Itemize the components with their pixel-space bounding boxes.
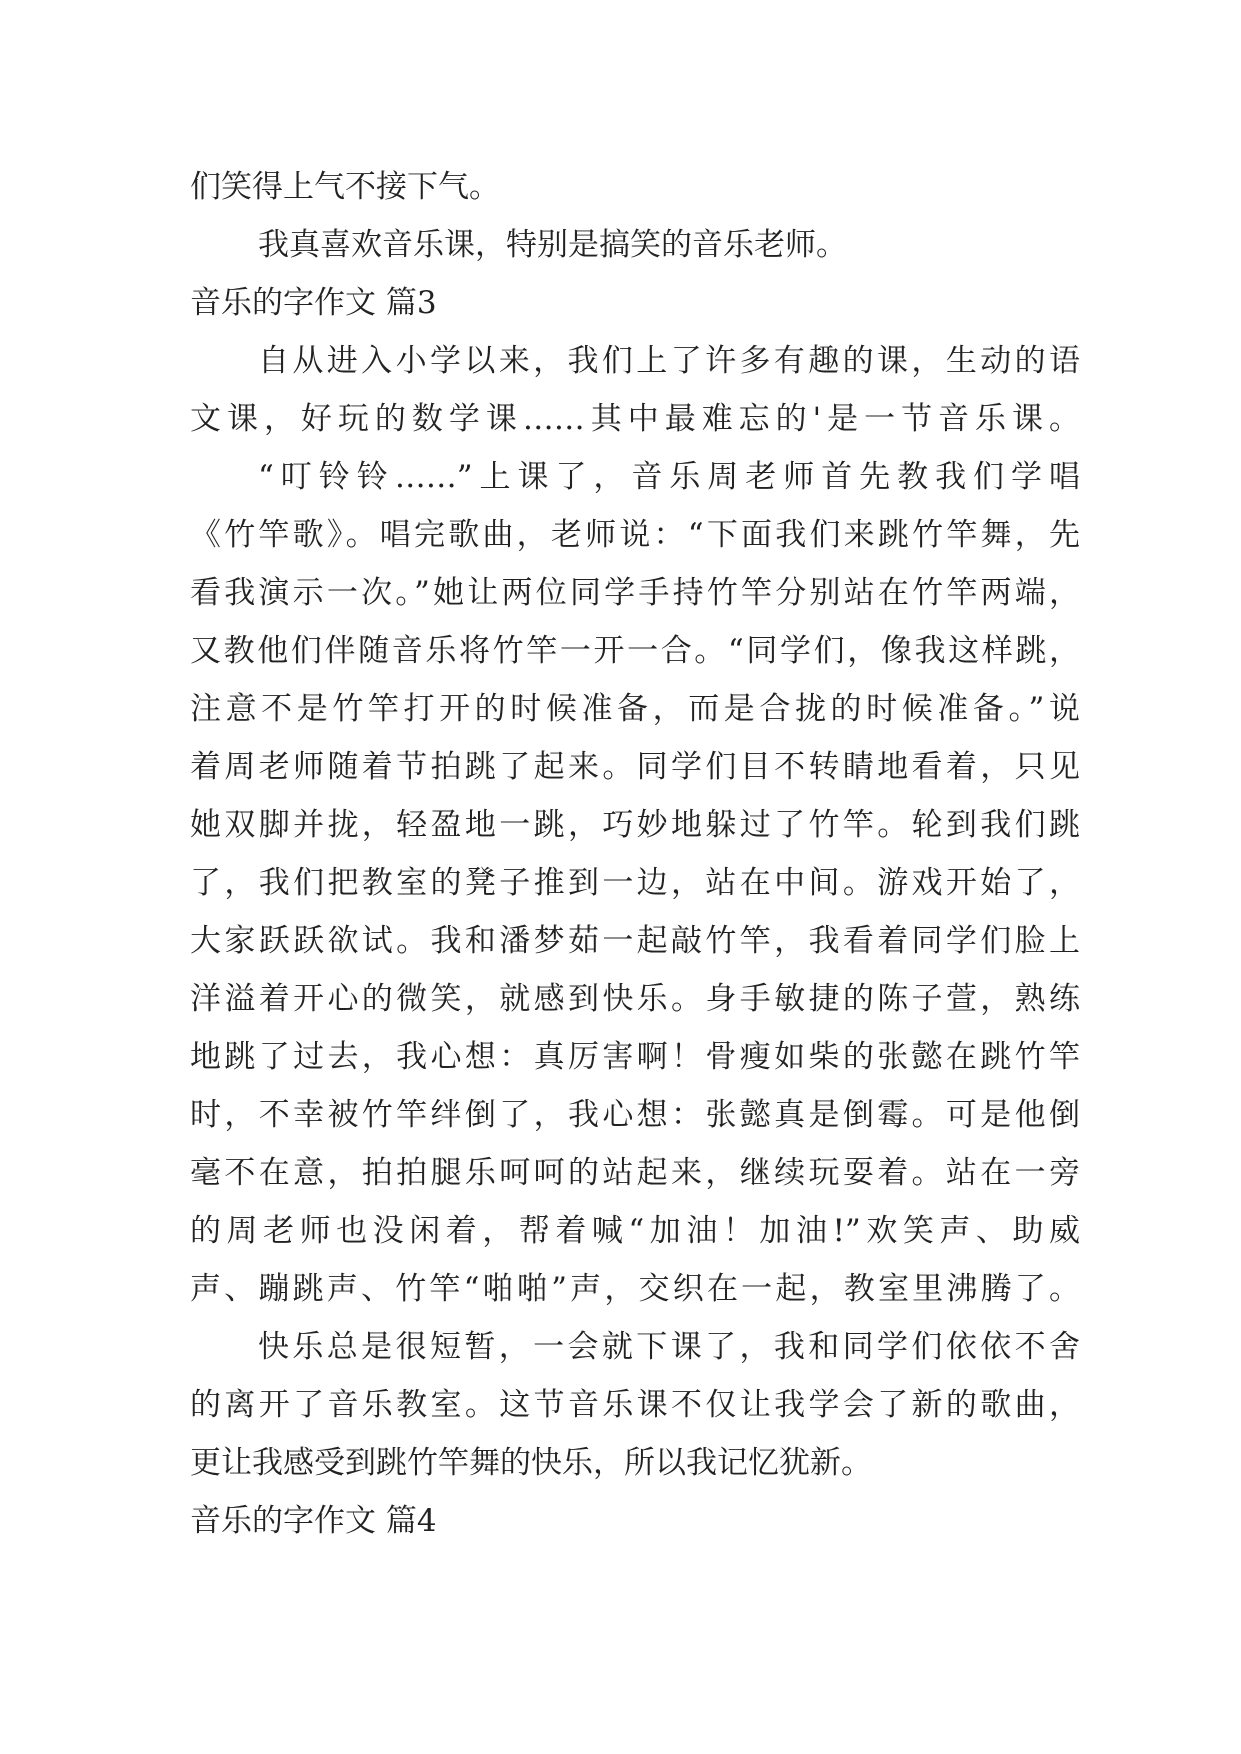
text-line: 洋溢着开心的微笑，就感到快乐。身手敏捷的陈子萱，熟练 <box>190 981 1080 1017</box>
text-line: 的周老师也没闲着，帮着喊“加油！加油!”欢笑声、助威 <box>190 1213 1080 1249</box>
text-line: 我真喜欢音乐课，特别是搞笑的音乐老师。 <box>258 227 847 263</box>
section-heading: 音乐的字作文 篇4 <box>190 1503 437 1539</box>
text-line: 们笑得上气不接下气。 <box>190 169 500 205</box>
text-line: 又教他们伴随音乐将竹竿一开一合。“同学们，像我这样跳， <box>190 633 1080 669</box>
text-line: 毫不在意，拍拍腿乐呵呵的站起来，继续玩耍着。站在一旁 <box>190 1155 1080 1191</box>
text-line: 快乐总是很短暂，一会就下课了，我和同学们依依不舍 <box>258 1329 1080 1365</box>
text-line: 《竹竿歌》。唱完歌曲，老师说：“下面我们来跳竹竿舞，先 <box>190 517 1080 553</box>
text-line: 自从进入小学以来，我们上了许多有趣的课，生动的语 <box>258 343 1080 379</box>
text-line: 着周老师随着节拍跳了起来。同学们目不转睛地看着，只见 <box>190 749 1080 785</box>
text-line: 的离开了音乐教室。这节音乐课不仅让我学会了新的歌曲， <box>190 1387 1080 1423</box>
text-line: 大家跃跃欲试。我和潘梦茹一起敲竹竿，我看着同学们脸上 <box>190 923 1080 959</box>
text-line: 注意不是竹竿打开的时候准备，而是合拢的时候准备。”说 <box>190 691 1080 727</box>
text-line: “叮铃铃……”上课了，音乐周老师首先教我们学唱 <box>258 459 1080 495</box>
text-line: 地跳了过去，我心想：真厉害啊！骨瘦如柴的张懿在跳竹竿 <box>190 1039 1080 1075</box>
text-line: 更让我感受到跳竹竿舞的快乐，所以我记忆犹新。 <box>190 1445 872 1481</box>
text-line: 时，不幸被竹竿绊倒了，我心想：张懿真是倒霉。可是他倒 <box>190 1097 1080 1133</box>
text-line: 看我演示一次。”她让两位同学手持竹竿分别站在竹竿两端， <box>190 575 1080 611</box>
text-line: 文课，好玩的数学课……其中最难忘的'是一节音乐课。 <box>190 401 1080 437</box>
text-line: 了，我们把教室的凳子推到一边，站在中间。游戏开始了， <box>190 865 1080 901</box>
text-line: 她双脚并拢，轻盈地一跳，巧妙地躲过了竹竿。轮到我们跳 <box>190 807 1080 843</box>
text-line: 声、蹦跳声、竹竿“啪啪”声，交织在一起，教室里沸腾了。 <box>190 1271 1080 1307</box>
section-heading: 音乐的字作文 篇3 <box>190 285 437 321</box>
